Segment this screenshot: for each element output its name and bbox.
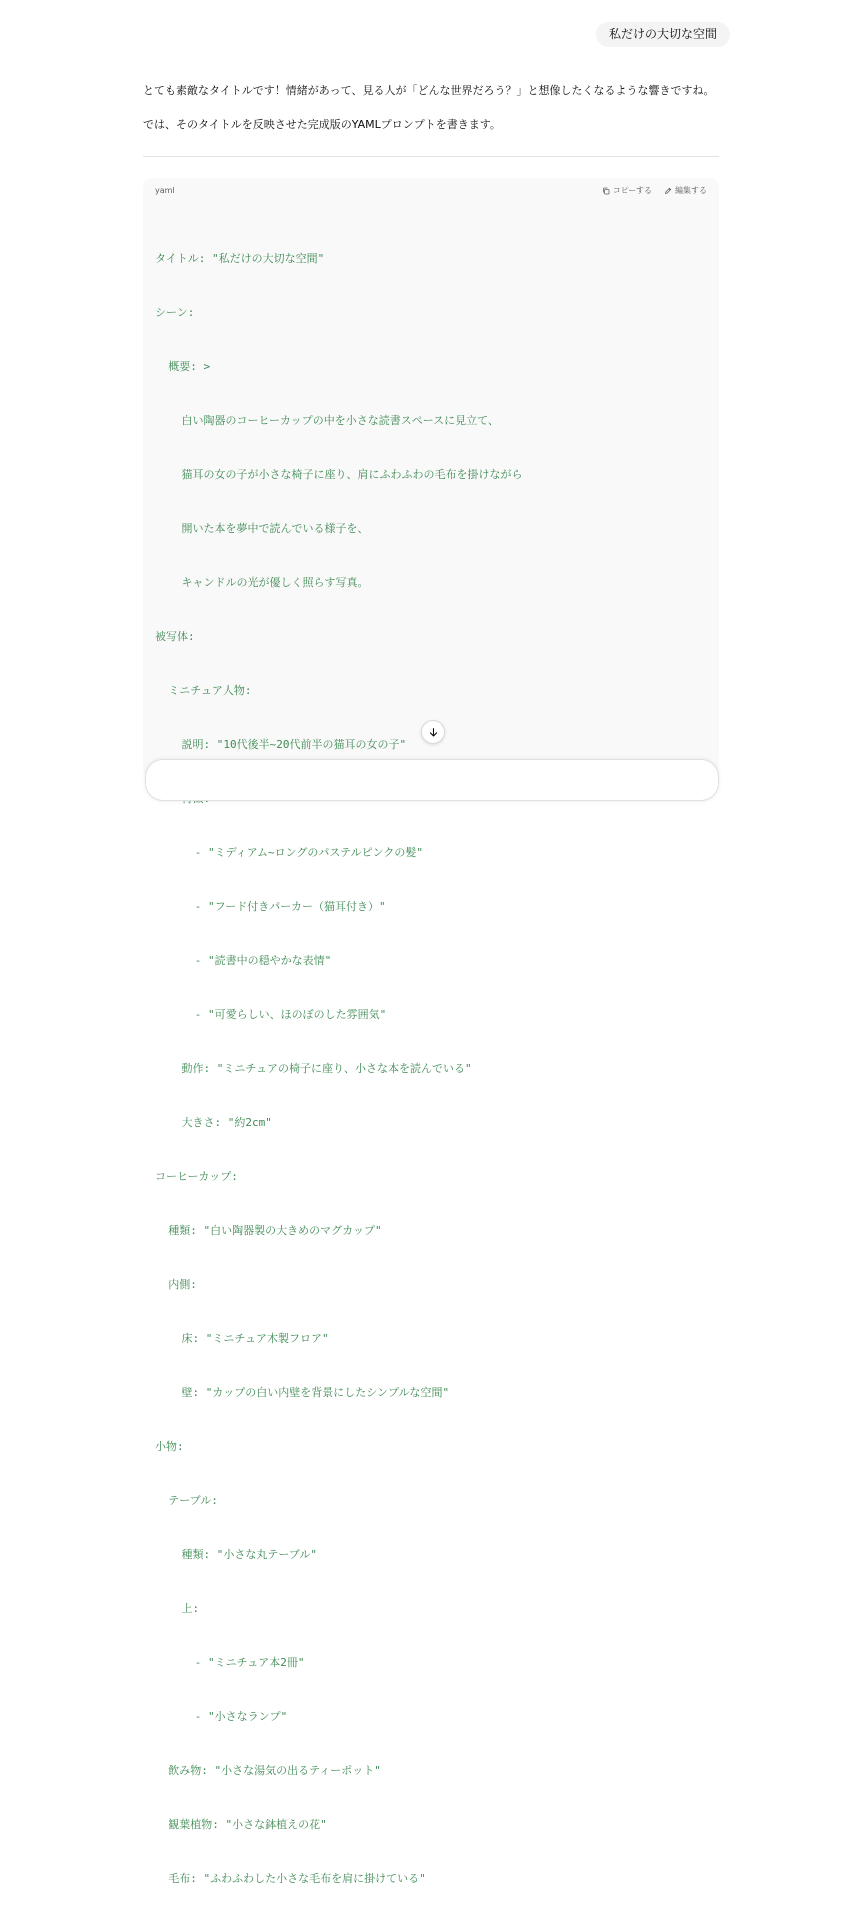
message-composer[interactable] — [145, 759, 719, 801]
code-line: ミニチュア人物: — [155, 684, 252, 697]
user-message-bubble: 私だけの大切な空間 — [596, 22, 730, 47]
copy-icon — [602, 187, 610, 195]
edit-button[interactable] — [664, 185, 707, 196]
code-line: テーブル: — [155, 1494, 218, 1507]
assistant-paragraph-2: では、そのタイトルを反映させた完成版のYAMLプロンプトを書きます。 — [143, 118, 501, 131]
code-line: 小物: — [155, 1440, 184, 1453]
code-line: - "読書中の穏やかな表情" — [155, 954, 332, 967]
code-line: 概要: > — [155, 360, 211, 373]
copy-button[interactable] — [602, 185, 652, 196]
code-line: 種類: "小さな丸テーブル" — [155, 1548, 317, 1561]
code-line: - "ミディアム~ロングのパステルピンクの髪" — [155, 846, 423, 859]
code-line: 大きさ: "約2cm" — [155, 1116, 272, 1129]
code-line: 毛布: "ふわふわした小さな毛布を肩に掛けている" — [155, 1872, 426, 1885]
scroll-to-bottom-button[interactable] — [421, 720, 445, 744]
code-line: 壁: "カップの白い内壁を背景にしたシンプルな空間" — [155, 1386, 450, 1399]
divider — [143, 156, 719, 157]
code-language-label: yaml — [155, 186, 175, 195]
code-line: - "ミニチュア本2冊" — [155, 1656, 305, 1669]
code-line: 内側: — [155, 1278, 197, 1291]
code-line: 観葉植物: "小さな鉢植えの花" — [155, 1818, 327, 1831]
code-line: 白い陶器のコーヒーカップの中を小さな読書スペースに見立て、 — [155, 414, 499, 427]
code-line: 上: — [155, 1602, 200, 1615]
code-line: コーヒーカップ: — [155, 1170, 238, 1183]
code-line: 飲み物: "小さな湯気の出るティーポット" — [155, 1764, 381, 1777]
code-line: 被写体: — [155, 630, 195, 643]
copy-label: コピーする — [612, 186, 652, 195]
code-block — [143, 178, 719, 1885]
edit-label: 編集する — [675, 186, 707, 195]
code-line: 説明: "10代後半~20代前半の猫耳の女の子" — [155, 738, 407, 751]
code-line: 床: "ミニチュア木製フロア" — [155, 1332, 329, 1345]
code-line: - "小さなランプ" — [155, 1710, 288, 1723]
code-line: タイトル: "私だけの大切な空間" — [155, 252, 325, 265]
code-line: キャンドルの光が優しく照らす写真。 — [155, 576, 369, 589]
code-line: シーン: — [155, 306, 195, 319]
code-content — [155, 214, 523, 1924]
code-header — [143, 178, 719, 206]
code-line: 開いた本を夢中で読んでいる様子を、 — [155, 522, 369, 535]
code-line: - "フード付きパーカー（猫耳付き）" — [155, 900, 386, 913]
code-line: 種類: "白い陶器製の大きめのマグカップ" — [155, 1224, 382, 1237]
code-line: 動作: "ミニチュアの椅子に座り、小さな本を読んでいる" — [155, 1062, 472, 1075]
code-line: - "可愛らしい、ほのぼのした雰囲気" — [155, 1008, 387, 1021]
assistant-paragraph-1: とても素敵なタイトルです！情緒があって、見る人が「どんな世界だろう？」と想像したくなるような響きですね。 — [143, 84, 715, 97]
code-line: 猫耳の女の子が小さな椅子に座り、肩にふわふわの毛布を掛けながら — [155, 468, 523, 481]
edit-icon — [664, 187, 672, 195]
arrow-down-icon — [428, 727, 439, 738]
code-actions — [602, 185, 707, 196]
